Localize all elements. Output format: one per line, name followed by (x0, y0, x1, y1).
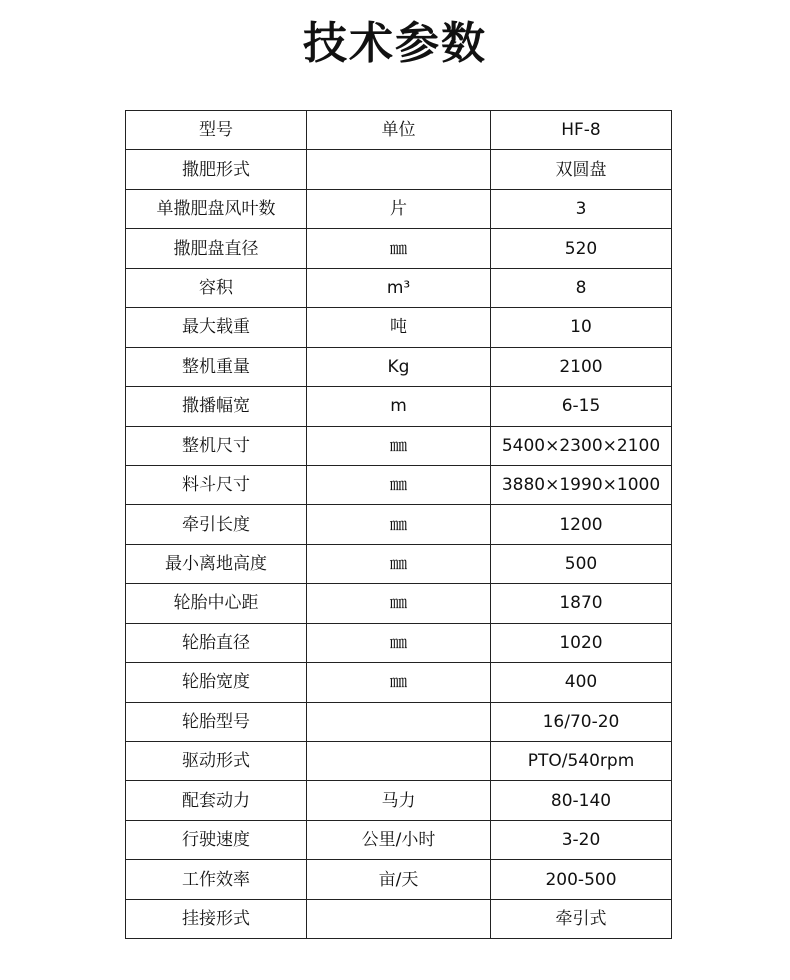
param-name-cell: 型号 (126, 111, 307, 150)
param-name-cell: 整机尺寸 (126, 426, 307, 465)
unit-cell: m (307, 387, 491, 426)
param-name-cell: 配套动力 (126, 781, 307, 820)
param-name-cell: 整机重量 (126, 347, 307, 386)
value-cell: PTO/540rpm (491, 742, 672, 781)
value-cell: 1870 (491, 584, 672, 623)
param-name-cell: 撒肥形式 (126, 150, 307, 189)
value-cell: 8 (491, 268, 672, 307)
table-row (126, 742, 672, 781)
page-title: 技术参数 (303, 18, 487, 69)
param-name-cell: 牵引长度 (126, 505, 307, 544)
value-cell: 80-140 (491, 781, 672, 820)
unit-cell: ㎜ (307, 663, 491, 702)
value-cell: 400 (491, 663, 672, 702)
table-row (126, 308, 672, 347)
value-cell: 5400×2300×2100 (491, 426, 672, 465)
param-name-cell: 最大载重 (126, 308, 307, 347)
table-row (126, 465, 672, 504)
value-cell: 双圆盘 (491, 150, 672, 189)
value-cell: 16/70-20 (491, 702, 672, 741)
table-row (126, 426, 672, 465)
table-row (126, 899, 672, 938)
unit-cell: ㎜ (307, 505, 491, 544)
unit-cell: ㎜ (307, 623, 491, 662)
unit-cell: ㎜ (307, 229, 491, 268)
value-cell: 6-15 (491, 387, 672, 426)
spec-table (125, 110, 672, 939)
table-row (126, 623, 672, 662)
unit-cell: 亩/天 (307, 860, 491, 899)
table-row (126, 150, 672, 189)
param-name-cell: 挂接形式 (126, 899, 307, 938)
unit-cell: m³ (307, 268, 491, 307)
unit-cell: 吨 (307, 308, 491, 347)
param-name-cell: 撒播幅宽 (126, 387, 307, 426)
unit-cell (307, 150, 491, 189)
param-name-cell: 最小离地高度 (126, 544, 307, 583)
unit-cell: ㎜ (307, 465, 491, 504)
value-cell: 3 (491, 189, 672, 228)
table-row (126, 505, 672, 544)
spec-table-body (126, 111, 672, 939)
unit-cell: 片 (307, 189, 491, 228)
param-name-cell: 轮胎直径 (126, 623, 307, 662)
table-row (126, 781, 672, 820)
unit-cell: 单位 (307, 111, 491, 150)
param-name-cell: 行驶速度 (126, 820, 307, 859)
unit-cell (307, 899, 491, 938)
table-row (126, 544, 672, 583)
table-row (126, 268, 672, 307)
table-row (126, 860, 672, 899)
value-cell: 10 (491, 308, 672, 347)
table-row (126, 702, 672, 741)
param-name-cell: 驱动形式 (126, 742, 307, 781)
value-cell: 200-500 (491, 860, 672, 899)
unit-cell: ㎜ (307, 584, 491, 623)
unit-cell (307, 742, 491, 781)
table-row (126, 387, 672, 426)
table-row (126, 820, 672, 859)
table-row (126, 111, 672, 150)
table-row (126, 229, 672, 268)
unit-cell: Kg (307, 347, 491, 386)
value-cell: 3880×1990×1000 (491, 465, 672, 504)
unit-cell: 公里/小时 (307, 820, 491, 859)
value-cell: 520 (491, 229, 672, 268)
value-cell: HF-8 (491, 111, 672, 150)
value-cell: 500 (491, 544, 672, 583)
table-row (126, 584, 672, 623)
value-cell: 牵引式 (491, 899, 672, 938)
param-name-cell: 工作效率 (126, 860, 307, 899)
param-name-cell: 轮胎中心距 (126, 584, 307, 623)
unit-cell (307, 702, 491, 741)
unit-cell: ㎜ (307, 426, 491, 465)
param-name-cell: 轮胎型号 (126, 702, 307, 741)
value-cell: 1020 (491, 623, 672, 662)
value-cell: 3-20 (491, 820, 672, 859)
table-row (126, 347, 672, 386)
param-name-cell: 料斗尺寸 (126, 465, 307, 504)
table-row (126, 663, 672, 702)
unit-cell: 马力 (307, 781, 491, 820)
param-name-cell: 单撒肥盘风叶数 (126, 189, 307, 228)
param-name-cell: 撒肥盘直径 (126, 229, 307, 268)
param-name-cell: 容积 (126, 268, 307, 307)
value-cell: 2100 (491, 347, 672, 386)
param-name-cell: 轮胎宽度 (126, 663, 307, 702)
value-cell: 1200 (491, 505, 672, 544)
unit-cell: ㎜ (307, 544, 491, 583)
table-row (126, 189, 672, 228)
